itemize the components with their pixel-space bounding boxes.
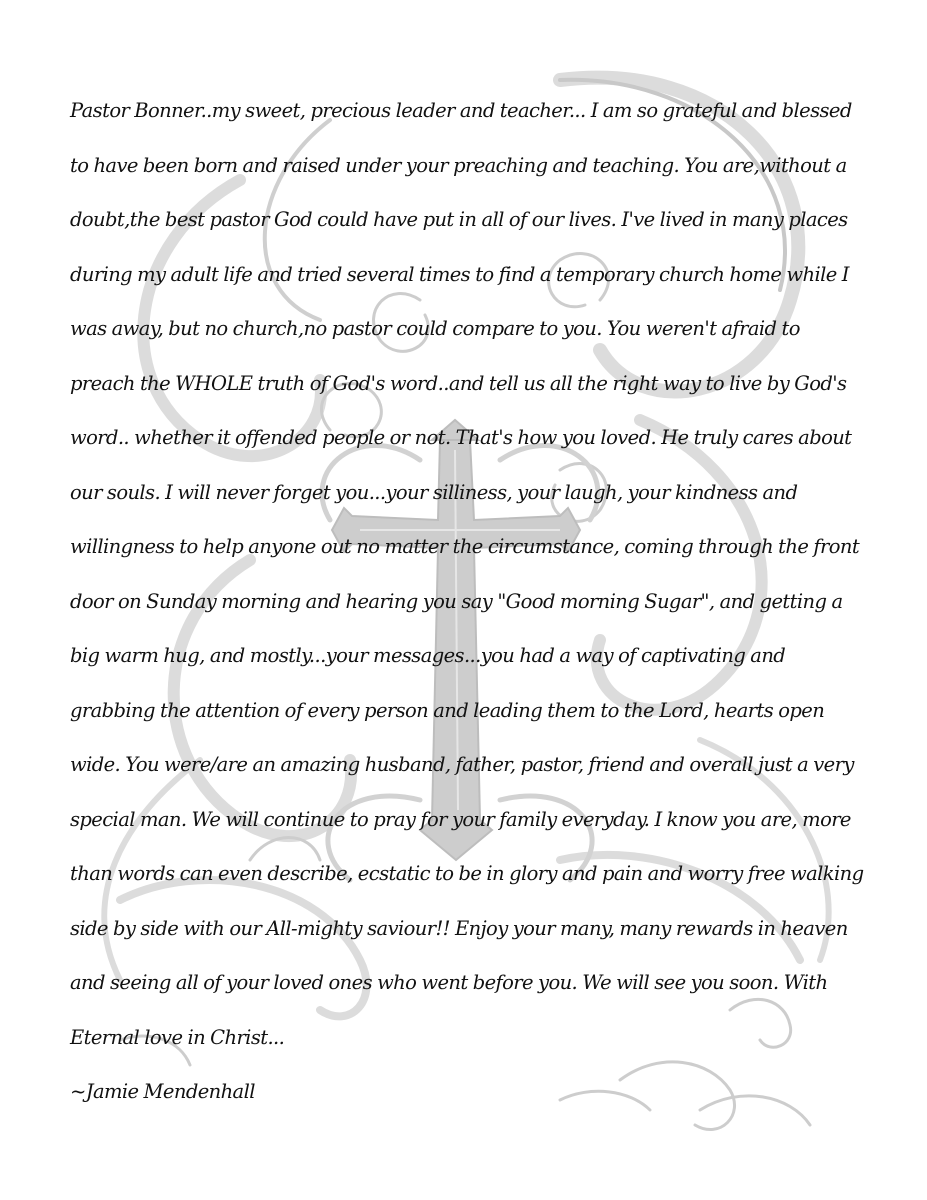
signature: ~Jamie Mendenhall	[70, 1080, 255, 1103]
letter-line: our souls. I will never forget you...your silliness, your laugh, your kindness and	[70, 480, 798, 504]
letter-line: Pastor Bonner..my sweet, precious leader and teacher... I am so grateful and blessed	[70, 99, 852, 122]
letter-line: Eternal love in Christ...	[70, 1025, 285, 1049]
letter-line: doubt,the best pastor God could have put in all of our lives. I've lived in many places	[70, 208, 848, 231]
letter-body	[70, 84, 864, 1120]
letter-line: to have been born and raised under your preaching and teaching. You are,without a	[70, 153, 847, 177]
letter-line: willingness to help anyone out no matter the circumstance, coming through the front	[70, 535, 860, 558]
letter-line: during my adult life and tried several times to find a temporary church home while I	[70, 262, 849, 286]
letter-line: and seeing all of your loved ones who went before you. We will see you soon. With	[70, 971, 828, 994]
letter-line: door on Sunday morning and hearing you say "Good morning Sugar", and getting a	[70, 589, 843, 613]
letter-line: than words can even describe, ecstatic to be in glory and pain and worry free walking	[70, 862, 864, 885]
letter-line: side by side with our All-mighty saviour!! Enjoy your many, many rewards in heaven	[70, 916, 848, 940]
letter-line: big warm hug, and mostly...your messages...you had a way of captivating and	[70, 644, 786, 667]
letter-line: preach the WHOLE truth of God's word..and tell us all the right way to live by God's	[70, 371, 847, 395]
letter-line: wide. You were/are an amazing husband, father, pastor, friend and overall just a very	[70, 753, 854, 776]
letter-line: word.. whether it offended people or not. That's how you loved. He truly cares about	[70, 426, 852, 449]
letter-line: grabbing the attention of every person and leading them to the Lord, hearts open	[70, 698, 825, 722]
letter-line: special man. We will continue to pray for your family everyday. I know you are, more	[70, 807, 851, 831]
letter-line: was away, but no church,no pastor could compare to you. You weren't afraid to	[70, 317, 800, 340]
